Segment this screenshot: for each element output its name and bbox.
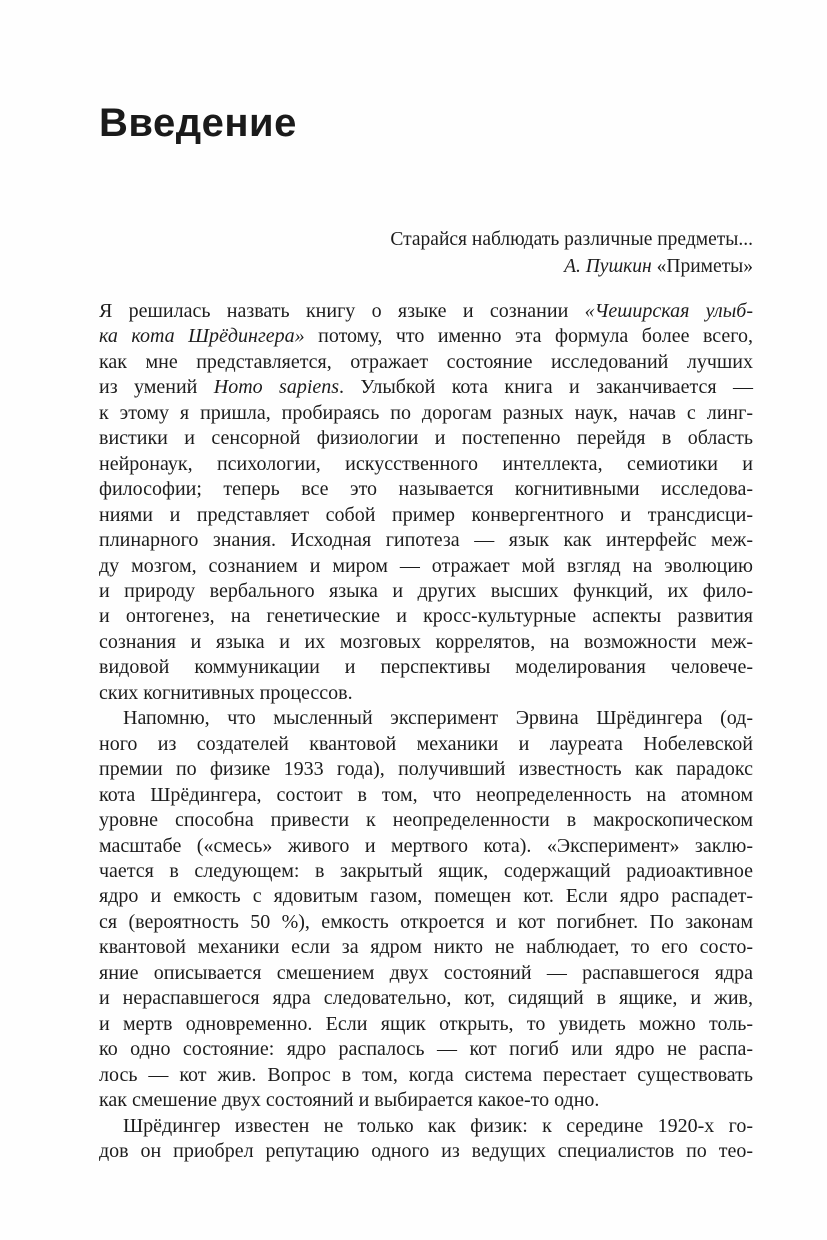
text-run: лось — кот жив. Вопрос в том, когда система перестает существовать xyxy=(99,1063,753,1086)
text-run: плинарного знания. Исходная гипотеза — язык как интерфейс меж- xyxy=(99,529,753,552)
text-run: кота Шрёдингера, состоит в том, что неопределенность на атомном xyxy=(99,783,753,806)
text-line xyxy=(99,477,753,502)
text-run: ниями и представляет собой пример конвергентного и трансдисци- xyxy=(99,503,753,526)
text-run: и нераспавшегося ядра следовательно, кот, сидящий в ящике, и жив, xyxy=(99,987,753,1010)
text-run: сознания и языка и их мозговых коррелятов, на возможности меж- xyxy=(99,630,753,653)
italic-text-run: ка кота Шрёдингера» xyxy=(99,325,305,348)
text-line xyxy=(99,452,753,477)
text-run: к этому я пришла, пробираясь по дорогам разных наук, начав с линг- xyxy=(99,401,753,424)
text-run: из умений xyxy=(99,376,214,399)
text-line xyxy=(99,706,753,731)
text-run: премии по физике 1933 года), получивший известность как парадокс xyxy=(99,758,753,781)
text-line xyxy=(99,1037,753,1062)
text-line xyxy=(99,961,753,986)
italic-text-run: А. Пушкин xyxy=(564,256,652,277)
text-line xyxy=(99,630,753,655)
text-run: ся (вероятность 50 %), емкость откроется и кот погибнет. По законам xyxy=(99,910,753,933)
text-line xyxy=(99,350,753,375)
text-run: и мертв одновременно. Если ящик открыть, то увидеть можно толь- xyxy=(99,1012,753,1035)
text-line xyxy=(99,226,753,253)
italic-text-run: Homo sapiens xyxy=(213,376,340,399)
text-line xyxy=(99,401,753,426)
text-line xyxy=(99,859,753,884)
text-run: уровне способна привести к неопределенности в макроскопическом xyxy=(99,809,753,832)
text-run: ко одно состояние: ядро распалось — кот погиб или ядро не распа- xyxy=(99,1038,753,1061)
text-run: как смешение двух состояний и выбирается какое-то одно. xyxy=(99,1089,600,1112)
text-line xyxy=(99,1114,753,1139)
text-line xyxy=(99,655,753,680)
text-run: нейронаук, психологии, искусственного интеллекта, семиотики и xyxy=(99,452,753,475)
text-line xyxy=(99,528,753,553)
text-line xyxy=(99,253,753,280)
text-line xyxy=(99,579,753,604)
text-line xyxy=(99,503,753,528)
body-text xyxy=(99,299,753,1164)
text-run: и онтогенез, на генетические и кросс-культурные аспекты развития xyxy=(99,605,753,628)
text-run: ских когнитивных процессов. xyxy=(99,681,353,704)
text-line xyxy=(99,783,753,808)
text-run: ного из создателей квантовой механики и лауреата Нобелевской xyxy=(99,732,753,755)
text-line xyxy=(99,757,753,782)
text-run: как мне представляется, отражает состояние исследований лучших xyxy=(99,350,753,373)
text-line xyxy=(99,1063,753,1088)
text-line xyxy=(99,324,753,349)
text-run: Шрёдингер известен не только как физик: к середине 1920-х го- xyxy=(123,1114,753,1137)
chapter-title: Введение xyxy=(99,101,297,145)
text-run: дов он приобрел репутацию одного из ведущих специалистов по тео- xyxy=(99,1139,753,1162)
text-line xyxy=(99,375,753,400)
text-line xyxy=(99,910,753,935)
text-line xyxy=(99,1012,753,1037)
italic-text-run: «Чеширская улыб- xyxy=(584,300,754,322)
text-line xyxy=(99,299,753,324)
text-run: ду мозгом, сознанием и миром — отражает мой взгляд на эволюцию xyxy=(99,554,753,577)
text-run: масштабе («смесь» живого и мертвого кота). «Эксперимент» заклю- xyxy=(99,834,753,857)
text-run: философии; теперь все это называется когнитивными исследова- xyxy=(99,478,753,501)
text-run: Напомню, что мысленный эксперимент Эрвина Шрёдингера (од- xyxy=(123,707,753,730)
text-line xyxy=(99,935,753,960)
text-run: «Приметы» xyxy=(651,256,753,277)
text-run: видовой коммуникации и перспективы моделирования человече- xyxy=(99,656,753,679)
text-line xyxy=(99,986,753,1011)
text-line xyxy=(99,1139,753,1164)
text-run: чается в следующем: в закрытый ящик, содержащий радиоактивное xyxy=(99,859,753,882)
text-line xyxy=(99,554,753,579)
text-run: квантовой механики если за ядром никто не наблюдает, то его состо- xyxy=(99,936,753,959)
text-line xyxy=(99,808,753,833)
text-line xyxy=(99,681,753,706)
text-line xyxy=(99,1088,753,1113)
text-line xyxy=(99,604,753,629)
text-run: яние описывается смешением двух состояний — распавшегося ядра xyxy=(99,961,753,984)
text-run: вистики и сенсорной физиологии и постепенно перейдя в область xyxy=(99,427,753,450)
text-run: . Улыбкой кота книга и заканчивается — xyxy=(339,376,754,399)
text-line xyxy=(99,732,753,757)
text-run: Старайся наблюдать различные предметы... xyxy=(390,229,753,250)
text-line xyxy=(99,426,753,451)
text-run: и природу вербального языка и других высших функций, их фило- xyxy=(99,579,753,602)
text-run: ядро и емкость с ядовитым газом, помещен кот. Если ядро распадет- xyxy=(99,885,753,908)
text-run: потому, что именно эта формула более всего, xyxy=(304,325,754,348)
text-line xyxy=(99,834,753,859)
epigraph xyxy=(99,226,753,280)
text-run: Я решилась назвать книгу о языке и сознании xyxy=(99,300,585,322)
text-line xyxy=(99,884,753,909)
